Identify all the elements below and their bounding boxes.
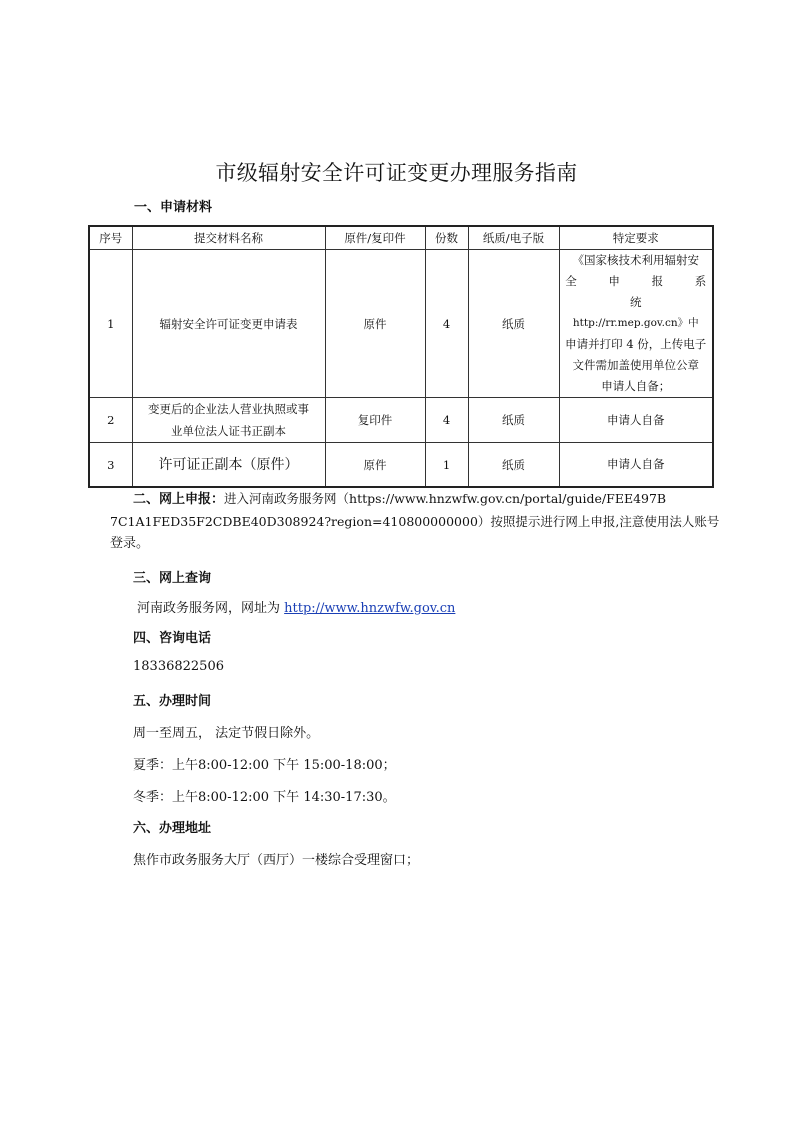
cell-requirement	[559, 250, 713, 398]
table-row	[89, 250, 713, 398]
section-heading-phone: 四、咨询电话	[133, 631, 212, 646]
hours-line: 夏季：上午8:00-12:00 下午 15:00-18:00；	[133, 758, 396, 773]
cell-no: 1	[89, 250, 132, 398]
requirement-line: 申请人自备；	[601, 379, 671, 393]
cell-original-copy: 原件	[325, 443, 425, 488]
online-query-line	[137, 597, 455, 616]
header-format: 纸质/电子版	[468, 226, 559, 250]
materials-table	[88, 225, 714, 488]
cell-format: 纸质	[468, 250, 559, 398]
cell-copies: 1	[425, 443, 468, 488]
cell-format: 纸质	[468, 398, 559, 443]
table-row	[89, 443, 713, 488]
cell-copies: 4	[425, 250, 468, 398]
name-line: 业单位法人证书正副本	[171, 424, 286, 438]
cell-name: 许可证正副本（原件）	[132, 443, 325, 488]
section-online-application	[110, 488, 720, 555]
application-text-line: 登录。	[110, 536, 150, 551]
header-name: 提交材料名称	[132, 226, 325, 250]
page-title: 市级辐射安全许可证变更办理服务指南	[215, 161, 578, 185]
requirement-line: 《国家核技术利用辐射安	[572, 253, 699, 267]
section-heading-address: 六、办理地址	[133, 821, 212, 836]
cell-format: 纸质	[468, 443, 559, 488]
hours-line: 冬季：上午8:00-12:00 下午 14:30-17:30。	[133, 790, 396, 805]
header-no: 序号	[89, 226, 132, 250]
section-heading-materials: 一、申请材料	[134, 200, 213, 215]
phone-number: 18336822506	[133, 659, 224, 674]
cell-name: 辐射安全许可证变更申请表	[132, 250, 325, 398]
section-heading-online-query: 三、网上查询	[133, 571, 212, 586]
address-text: 焦作市政务服务大厅（西厅）一楼综合受理窗口；	[133, 853, 420, 868]
section-heading-online-application: 二、网上申报：	[133, 492, 225, 507]
application-text-line: 7C1A1FED35F2CDBE40D308924?region=410800000000）按照提示进行网上申报,注意使用法人账号	[110, 514, 720, 529]
cell-requirement: 申请人自备	[559, 398, 713, 443]
header-original-copy: 原件/复印件	[325, 226, 425, 250]
cell-no: 2	[89, 398, 132, 443]
cell-no: 3	[89, 443, 132, 488]
requirement-line: 申请并打印 4 份，上传电子	[565, 337, 707, 351]
requirement-line: 文件需加盖使用单位公章	[572, 358, 699, 372]
application-text-line: 进入河南政务服务网（https://www.hnzwfw.gov.cn/portal/guide/FEE497B	[224, 491, 667, 506]
header-copies: 份数	[425, 226, 468, 250]
cell-copies: 4	[425, 398, 468, 443]
section-heading-hours: 五、办理时间	[133, 694, 212, 709]
cell-original-copy: 复印件	[325, 398, 425, 443]
website-link[interactable]: http://www.hnzwfw.gov.cn	[284, 601, 456, 616]
cell-original-copy: 原件	[325, 250, 425, 398]
hours-line: 周一至周五， 法定节假日除外。	[133, 726, 320, 741]
table-header-row	[89, 226, 713, 250]
online-query-text: 河南政务服务网，网址为	[137, 601, 285, 616]
requirement-line: http://rr.mep.gov.cn》中	[572, 317, 699, 329]
table-row	[89, 398, 713, 443]
cell-name	[132, 398, 325, 443]
name-line: 变更后的企业法人营业执照或事	[148, 402, 309, 416]
requirement-line: 全 申 报 系 统	[565, 274, 707, 309]
header-requirement: 特定要求	[559, 226, 713, 250]
cell-requirement: 申请人自备	[559, 443, 713, 488]
